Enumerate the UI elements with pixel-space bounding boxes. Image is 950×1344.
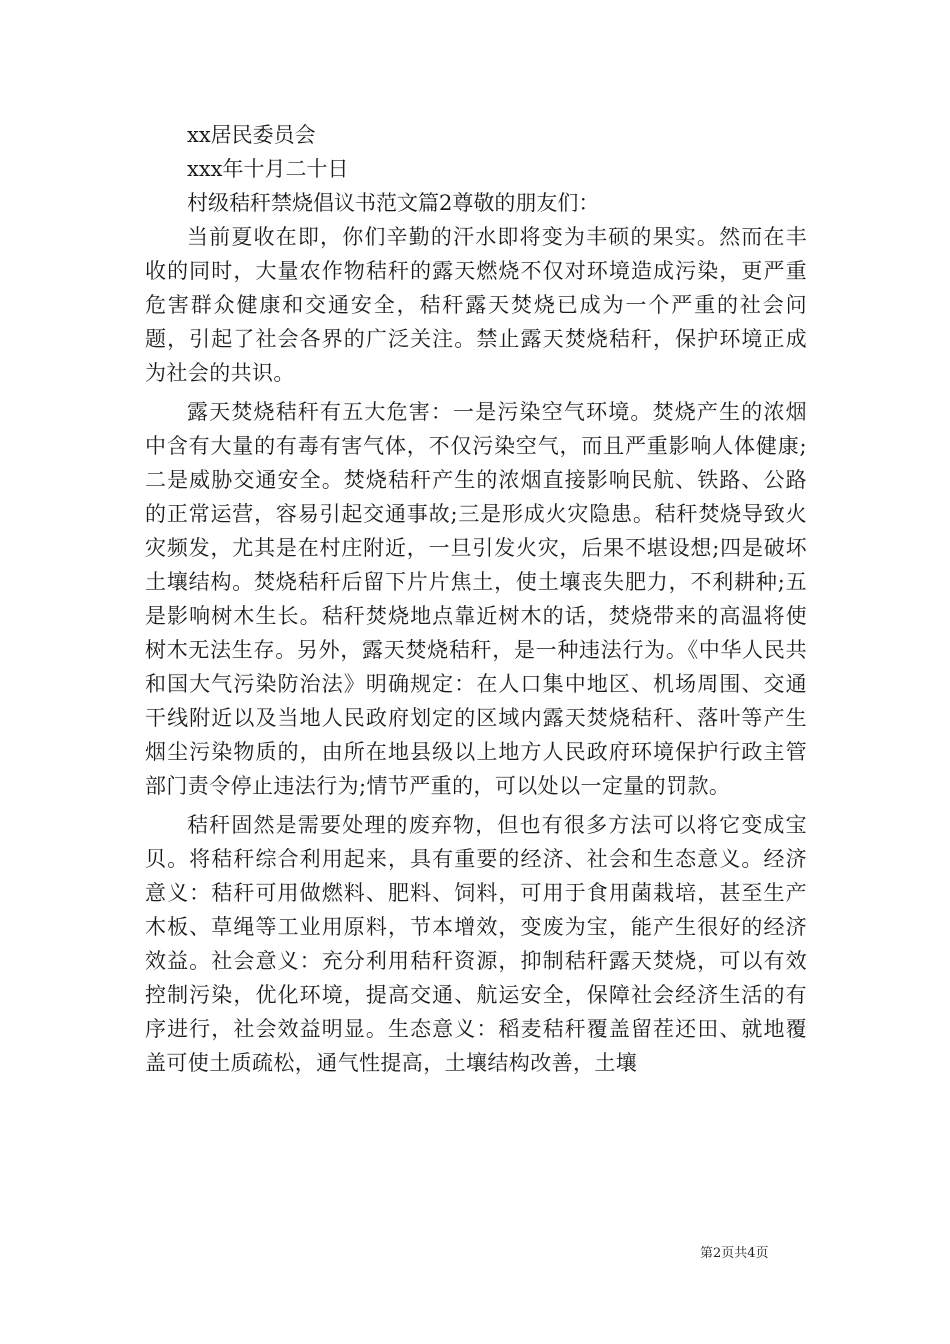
paragraph-harvest: 当前夏收在即，你们辛勤的汗水即将变为丰硕的果实。然而在丰收的同时，大量农作物秸秆的露天燃烧不仅对环境造成污染，更严重危害群众健康和交通安全，秸秆露天焚烧已成为一个严重的社会问题，引起了社会各界的广泛关注。禁止露天焚烧秸秆，保护环境正成为社会的共识。 [145, 225, 807, 385]
paragraph-hazards: 露天焚烧秸秆有五大危害：一是污染空气环境。焚烧产生的浓烟中含有大量的有毒有害气体，不仅污染空气，而且严重影响人体健康;二是威胁交通安全。焚烧秸秆产生的浓烟直接影响民航、铁路、公路的正常运营，容易引起交通事故;三是形成火灾隐患。秸秆焚烧导致火灾频发，尤其是在村庄附近，一旦引发火灾，后果不堪设想;四是破坏土壤结构。焚烧秸秆后留下片片焦土，使土壤丧失肥力，不利耕种;五是影响树木生长。秸秆焚烧地点靠近树木的话，焚烧带来的高温将使树木无法生存。另外，露天焚烧秸秆，是一种违法行为。《中华人民共和国大气污染防治法》明确规定：在人口集中地区、机场周围、交通干线附近以及当地人民政府划定的区域内露天焚烧秸秆、落叶等产生烟尘污染物质的，由所在地县级以上地方人民政府环境保护行政主管部门责令停止违法行为;情节严重的，可以处以一定量的罚款。 [145, 400, 807, 798]
document-date: xxx年十月二十日 [187, 157, 349, 181]
document-body [145, 118, 807, 1085]
page-number-footer: 第2页共4页 [700, 1246, 769, 1261]
committee-name: xx居民委员会 [187, 123, 316, 147]
section-heading: 村级秸秆禁烧倡议书范文篇2尊敬的朋友们： [187, 191, 600, 215]
paragraph-utilization: 秸秆固然是需要处理的废弃物，但也有很多方法可以将它变成宝贝。将秸秆综合利用起来，具有重要的经济、社会和生态意义。经济意义：秸秆可用做燃料、肥料、饲料，可用于食用菌栽培，甚至生产木板、草绳等工业用原料，节本增效，变废为宝，能产生很好的经济效益。社会意义：充分利用秸秆资源，抑制秸秆露天焚烧，可以有效控制污染，优化环境，提高交通、航运安全，保障社会经济生活的有序进行，社会效益明显。生态意义：稻麦秸秆覆盖留茬还田、就地覆盖可使土质疏松，通气性提高，土壤结构改善，土壤 [145, 813, 807, 1075]
